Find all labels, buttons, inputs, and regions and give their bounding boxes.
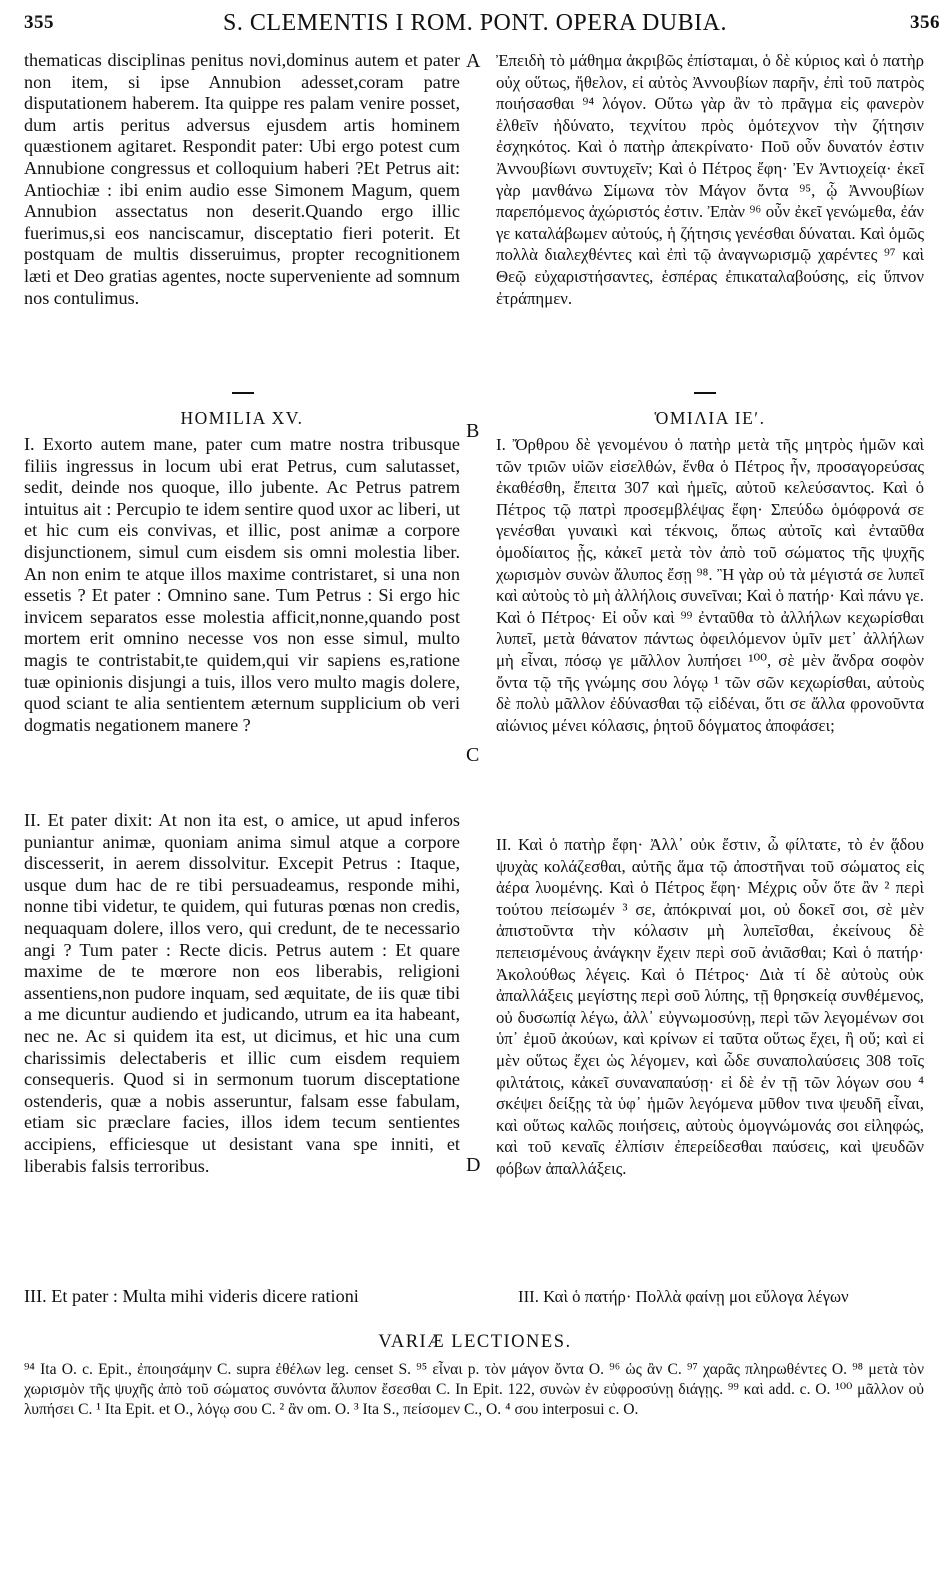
greek-section-two: [496, 834, 924, 1180]
running-title: S. CLEMENTIS I ROM. PONT. OPERA DUBIA.: [223, 10, 727, 36]
greek-paragraph-3: III. Καὶ ὁ πατήρ· Πολλὰ φαίνῃ μοι εὔλογα λέγων: [518, 1287, 849, 1306]
variae-lectiones-notes: ⁹⁴ Ita O. c. Epit., ἐποιησάμην C. supra ἐθέλων leg. censet S. ⁹⁵ εἶναι p. τὸν μάγον ὄντα O. ⁹⁶ ὡς ἂν C. ⁹⁷ χαρᾶς πληρωθέντες O. ⁹⁸ μετὰ τὸν χωρισμὸν τῆς ψυχῆς ἀπὸ τοῦ σώματος συνόντα ἄλυπον ἔσεσθαι C. In Epit. 122, συνὼν ἐν εὐφροσύνῃ διάγῃς. ⁹⁹ καὶ add. c. O. ¹⁰⁰ μᾶλλον οὐ λυπήσει C. ¹ Ita Epit. et O., λόγῳ σου C. ² ἂν om. O. ³ Ita S., πείσομεν C., O. ⁴ σου interposui c. O.: [24, 1361, 924, 1418]
variae-lectiones-heading: VARIÆ LECTIONES.: [378, 1332, 572, 1352]
greek-intro-paragraph: Ἐπειδὴ τὸ μάθημα ἀκριβῶς ἐπίσταμαι, ὁ δὲ κύριος καὶ ὁ πατὴρ οὐχ οὕτως, ἤθελον, εἰ αὐτὸς Ἀννουβίων παρῆν, ἐπὶ τοῦ πατρὸς ποιήσασθαι ⁹⁴ λόγον. Οὕτω γὰρ ἂν τὸ πρᾶγμα εἰς φανερὸν ἐλθεῖν ἠδύνατο, τεχνίτου πρὸς ὁμότεχνον τὴν ζήτησιν ἐσχηκότος. Καὶ ὁ πατὴρ ἀπεκρίνατο· Ποῦ οὖν δυνατόν ἐστιν Ἀννουβίωνι συντυχεῖν; Καὶ ὁ Πέτρος ἔφη· Ἐν Ἀντιοχείᾳ· ἐκεῖ γὰρ μανθάνω Σίμωνα τὸν Μάγον ὄντα ⁹⁵, ᾧ Ἀννουβίων παρεπόμενος ἀχώριστός ἐστιν. Ἐπὰν ⁹⁶ οὖν ἐκεῖ γενώμεθα, ἐάν γε καταλάβωμεν αὐτούς, ἡ ζήτησις γενέσθαι δύναται. Καὶ ὁμῶς πολλὰ διαλεχθέντες καὶ ἐπὶ τῷ ἀναγνωρισμῷ χαρέντες ⁹⁷ καὶ Θεῷ εὐχαριστήσαντες, ἑσπέρας ἐπικαταλαβούσης, εἰς ὕπνον ἐτράπημεν.: [496, 51, 924, 308]
latin-paragraph-1: I. Exorto autem mane, pater cum matre nostra tribusque filiis ingressus in locum ubi erat Petrus, cum salutasset, sedit, deinde nos quoque, illo jubente. Ac Petrus patrem intuitus ait : Percupio te idem sentire quod uxor ac liberi, ut et hic cum eis convivas, et illic, post animæ a corpore disjunctionem, simul cum eisdem sis omni molestia liber. An non enim te atque illos maxime contristaret, si una non essetis ? Et pater : Omnino sane. Tum Petrus : Si ergo hic invicem separatos esse molestia afficit,nonne,quando post mortem erit omnino necesse vos non esse simul, multo magis te contristabit,te quidem,qui vir sapiens es,ratione tuæ opinionis disjungi a tuis, illos vero multo magis dolere, quod sciant te alia sentientem æternum supplicium ob veri dogmatis negationem manere ?: [24, 434, 460, 735]
page-number-left: 355: [24, 12, 54, 33]
latin-section-one: [24, 434, 460, 736]
greek-intro-text: [496, 50, 924, 309]
latin-paragraph-3: III. Et pater : Multa mihi videris dicere rationi: [24, 1286, 359, 1306]
latin-intro-text: [24, 50, 460, 309]
latin-intro-paragraph: thematicas disciplinas penitus novi,dominus autem et pater non item, si ipse Annubion adesset,coram patre disputationem haberem. Ita quippe res palam venire posset, dum artis peritus adversus ejusdem artis hominem quæstionem agitaret. Respondit pater: Ubi ergo potest cum Annubione congressus et colloquium haberi ?Et Petrus ait: Antiochiæ : ibi enim audio esse Simonem Magum, quem Annubion assectatus non deserit.Quando ergo illic fuerimus,si eos nanciscamur, disceptatio fieri poterit. Et postquam de multis disseruimus, propter recognitionem læti et Deo gratias agentes, nocte superveniente ad somnum nos contulimus.: [24, 50, 460, 308]
greek-homily-heading: ὉΜΙΛΙΑ ΙΕʹ.: [654, 408, 766, 428]
greek-paragraph-1: I. Ὄρθρου δὲ γενομένου ὁ πατὴρ μετὰ τῆς μητρὸς ἡμῶν καὶ τῶν τριῶν υἱῶν εἰσελθών, ἔνθα ὁ Πέτρος ἦν, προσαγορεύσας ἐκαθέσθη, ἔπειτα 307 καὶ ἡμεῖς, αὐτοῦ κελεύσαντος. Καὶ ὁ Πέτρος τῷ πατρὶ προσεμβλέψας ἔφη· Σπεύδω ὁμόφρονά σε γενέσθαι γυναικὶ καὶ τέκνοις, ὅπως αὐτοῖς καὶ ἐνταῦθα ὁμοδίαιτος ᾖς, κἀκεῖ μετὰ τὸν ἀπὸ τοῦ σώματος τῆς ψυχῆς χωρισμὸν συνὼν ἄλυπος ἔσῃ ⁹⁸. Ἢ γὰρ οὐ τὰ μέγιστά σε λυπεῖ καὶ αὐτοὺς τὸ μὴ ἀλλήλοις συνεῖναι; Καὶ ὁ πατήρ· Καὶ πάνυ γε. Καὶ ὁ Πέτρος· Εἰ οὖν καὶ ⁹⁹ ἐνταῦθα τὸ ἀλλήλων κεχωρίσθαι λυπεῖ, μετὰ θάνατον πάντως ὀφειλόμενον ὑμῖν μετ᾽ ἀλλήλων μὴ εἶναι, πόσῳ γε μᾶλλον λυπήσει ¹⁰⁰, σὲ μὲν ἄνδρα σοφὸν ὄντα τῷ τῆς γνώμης σου λόγῳ ¹ τῶν σῶν κεχωρίσθαι, αὐτοὺς δὲ πολὺ μᾶλλον ἐδύνασθαι τῷ εἰδέναι, ὅτι σε ἄλλα φρονοῦντα αἰώνιος μένει κόλασις, ῥητοῦ δόγματος ἀποφάσει;: [496, 435, 924, 735]
greek-paragraph-2: II. Καὶ ὁ πατὴρ ἔφη· Ἀλλ᾽ οὐκ ἔστιν, ὦ φίλτατε, τὸ ἐν ᾅδου ψυχὰς κολάζεσθαι, αὐτῆς ἅμα τῷ ἀποστῆναι τοῦ σώματος εἰς ἀέρα λυομένης. Καὶ ὁ Πέτρος ἔφη· Μέχρις οὖν ὅτε ἂν ² περὶ τούτου πείσωμέν ³ σε, ἀπόκριναί μοι, οὐ δοκεῖ σοι, σὲ μὲν ἀπιστοῦντα τὴν κόλασιν μὴ λυπεῖσθαι, ἐκείνους δὲ πεπεισμένους ἀνάγκην ἔχειν περὶ σοῦ ἀνιᾶσθαι; Καὶ ὁ πατήρ· Ἀκολούθως λέγεις. Καὶ ὁ Πέτρος· Διὰ τί δὲ αὐτοὺς οὐκ ἀπαλλάξεις μεγίστης περὶ σοῦ λύπης, τῇ θρησκείᾳ συνθέμενος, οὐ δυσωπίᾳ λέγω, ἀλλ᾽ εὐγνωμοσύνῃ, περὶ τῶν λεγομένων σοι ὑπ᾽ ἐμοῦ ἀκούων, καὶ κρίνων εἰ ταῦτα οὕτως ἔχει, ἢ οὔ; καὶ εἰ μὲν οὕτως ἔχει ὡς λέγομεν, καὶ ὧδε συναπολαύσεις 308 τοῖς φιλτάτοις, κἀκεῖ συναναπαύσῃ· εἰ δὲ ἐν τῇ τῶν λόγων σου ⁴ σκέψει δείξῃς τὰ ὑφ᾽ ἡμῶν λεγόμενα μῦθον τινα ψευδῆ εἶναι, καὶ οὕτως καλῶς ποιήσεις, αὐτοὺς ὁμογνώμονάς σοι εἰληφώς, καὶ τοῦ κεναῖς ἐλπίσιν ἐπερείδεσθαι παύσεις, καὶ ψευδῶν φόβων ἀπαλλάξεις.: [496, 835, 924, 1178]
latin-section-two: [24, 810, 460, 1177]
margin-marker-b: B: [466, 420, 480, 442]
page-number-right: 356: [910, 12, 940, 33]
margin-marker-c: C: [466, 744, 480, 766]
greek-section-three: [496, 1286, 924, 1308]
greek-separator-rule: [694, 392, 716, 394]
margin-marker-d: D: [466, 1154, 481, 1176]
margin-marker-a: A: [466, 50, 481, 72]
latin-section-three: [24, 1286, 460, 1308]
latin-paragraph-2: II. Et pater dixit: At non ita est, o amice, ut apud inferos puniantur animæ, quoniam anima simul atque a corpore discesserit, in aerem dissolvitur. Excepit Petrus : Itaque, usque dum hac de re tibi persuadeamus, responde mihi, nonne tibi videtur, te quidem, qui futuras pœnas non credis, nequaquam dolere, illos vero, qui credunt, de te necessario angi ? Tum pater : Recte dicis. Petrus autem : Et quare maxime de te mœrore non eos liberabis, religioni assentiens,non pudore inquam, sed æquitate, de iis quæ tibi a me dicuntur audiendo et judicando, utrum ea ita habeant, nec ne. Ac si quidem ita est, ut dicimus, et hic una cum charissimis delectaberis et illic cum eisdem requiem consequeris. Quod si in sermonum tuorum disceptatione ostenderis, quæ a nobis asseruntur, falsam esse fabulam, etiam sic præclare facies, illos idem tecum sentientes accipiens, efficiesque ut desistant vana spe inniti, et liberabis falsis terroribus.: [24, 810, 460, 1176]
greek-section-one: [496, 434, 924, 736]
running-header: [0, 8, 950, 44]
latin-separator-rule: [232, 392, 254, 394]
latin-homily-heading: HOMILIA XV.: [180, 408, 304, 428]
